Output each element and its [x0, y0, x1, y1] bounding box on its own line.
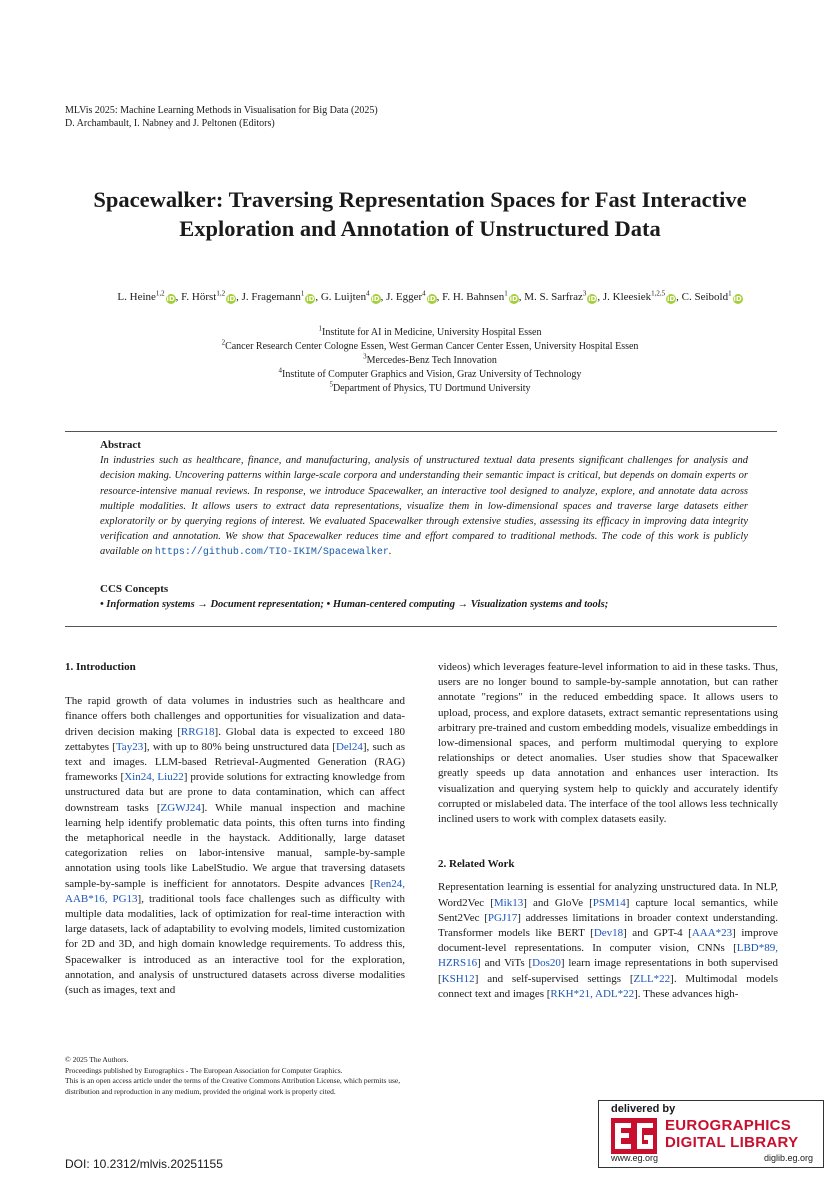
- abstract-top-rule: [65, 431, 777, 432]
- author-affiliation-mark: 4: [422, 289, 426, 298]
- author-affiliation-mark: 1: [300, 289, 305, 298]
- author-name: M. S. Sarfraz: [524, 291, 583, 303]
- eg-url[interactable]: www.eg.org: [611, 1153, 659, 1163]
- copyright-line: © 2025 The Authors.: [65, 1055, 129, 1064]
- orcid-icon[interactable]: iD: [509, 295, 518, 303]
- related-text: ] and GPT-4 [: [623, 927, 692, 940]
- affiliation-text: Mercedes-Benz Tech Innovation: [366, 355, 497, 366]
- editors-line: D. Archambault, I. Nabney and J. Peltonen (Editors): [65, 118, 275, 129]
- related-text: Representation learning is essential for analyzing unstructured data. In NLP, Word2Vec [: [438, 881, 778, 909]
- citation-link[interactable]: RRG18: [180, 725, 215, 738]
- related-text: ]. Multimodal models connect text and images [: [438, 972, 778, 1000]
- author-name: L. Heine: [117, 291, 156, 303]
- citation-link[interactable]: Dev18: [593, 927, 624, 940]
- doi-line[interactable]: DOI: 10.2312/mlvis.20251155: [65, 1157, 223, 1171]
- left-column: [65, 660, 405, 998]
- orcid-icon[interactable]: iD: [371, 295, 380, 303]
- intro-text: ] provide solutions for extracting knowledge from unstructured data but are prone to data contamination, which can affect downstream tasks [: [65, 771, 406, 814]
- citation-link[interactable]: KSH12: [441, 972, 475, 985]
- intro-text: ]. While manual inspection and machine learning help identify problematic data points, this often turns into finding the metaphorical needle in the haystack. Additionally, large dataset categorization relies on labor-intensive manual, sample-by-sample annotation using tools like LabelStudio. We argue that traversing datasets sample-by-sample is inefficient for annotators. Despite advances [: [65, 801, 405, 890]
- affiliation-text: Cancer Research Center Cologne Essen, West German Cancer Center Essen, University Hospital Essen: [225, 341, 639, 352]
- author-affiliation-mark: 4: [366, 289, 370, 298]
- affiliation-mark: 4: [278, 366, 283, 375]
- author-affiliation-mark: 1,2: [155, 289, 165, 298]
- delivered-by-label: delivered by: [611, 1103, 676, 1115]
- citation-link[interactable]: Mik13: [493, 896, 524, 909]
- ccs-items: • Information systems → Document representation; • Human-centered computing → Visualization systems and tools;: [100, 599, 609, 610]
- related-text: ] and GloVe [: [523, 896, 593, 909]
- orcid-icon[interactable]: iD: [166, 295, 175, 303]
- code-link[interactable]: https://github.com/TIO-IKIM/Spacewalker: [154, 547, 389, 559]
- related-heading: 2. Related Work: [438, 858, 515, 871]
- citation-link[interactable]: Tay23: [115, 740, 144, 753]
- related-text: ] addresses limitations in broader context understanding. Transformer models like BERT [: [438, 911, 778, 940]
- eurographics-library-logo[interactable]: [598, 1100, 824, 1168]
- intro-text: The rapid growth of data volumes in industries such as healthcare and finance offers both challenges and opportunities for visualization and data-driven decision making [: [65, 695, 405, 738]
- intro-heading: 1. Introduction: [65, 661, 136, 673]
- ccs-heading: CCS Concepts: [100, 583, 169, 595]
- intro-text: ], such as text and images. LLM-based Retrieval-Augmented Generation (RAG) frameworks [: [65, 740, 405, 784]
- abstract-bottom-rule: [65, 626, 777, 627]
- citation-link[interactable]: LBD*89, HZRS16: [438, 942, 778, 970]
- affiliation-line: [70, 354, 790, 368]
- copyright-footnote: [65, 1055, 410, 1097]
- abstract-text: In industries such as healthcare, finance, and manufacturing, analysis of unstructured textual data presents significant challenges for analysis and decision making. Uncovering patterns within large-scale corpora and understanding their semantic impact is critical, but depends on domain experts or resource-intensive manual reviews. In response, we introduce Spacewalker, an interactive tool designed to analyze, explore, and annotate data across multiple modalities. It allows users to extract data representations, visualize them in low-dimensional spaces and traverse large datasets either exploratorily or by querying regions of interest. We evaluated Spacewalker through extensive studies, assessing its efficacy in improving data integrity verification and annotation. We show that Spacewalker reduces time and effort compared to traditional methods. The code of this work is publicly available on https://github.com/TIO-IKIM/Spacewalker.: [100, 455, 748, 559]
- author-name: J. Fragemann: [241, 291, 301, 303]
- citation-link[interactable]: Del24: [335, 740, 363, 753]
- citation-link[interactable]: RKH*21, ADL*22: [550, 987, 635, 1000]
- intro-text: ]. Global data is expected to exceed 180 zettabytes [: [65, 725, 405, 753]
- eurographics-name: EUROGRAPHICS: [665, 1117, 792, 1134]
- paper-title: [40, 185, 800, 243]
- affiliation-line: [70, 382, 790, 396]
- affiliation-line: [70, 368, 790, 382]
- related-text: ]. These advances high-: [634, 987, 739, 1000]
- ccs-block: [100, 582, 760, 612]
- orcid-icon[interactable]: iD: [226, 295, 236, 303]
- author-affiliation-mark: 1: [504, 289, 508, 298]
- abstract-block: [100, 438, 748, 561]
- author-affiliation-mark: 1,2: [216, 289, 226, 298]
- citation-link[interactable]: Xin24, Liu22: [124, 771, 184, 784]
- affiliation-text: Institute for AI in Medicine, University Hospital Essen: [322, 327, 542, 338]
- intro-text: ], traditional tools face challenges such as difficulty with multiple data modalities, lack of optimization for real-time interaction with large datasets, lack of adaptability to evolving models, limited customization for 2D and 3D, and high domain knowledge requirements. To address this, Spacewalker is introduced as an interactive tool for the exploration, annotation, and analysis of unstructured datasets across diverse modalities (such as images, text and: [65, 892, 405, 997]
- author-name: F. H. Bahnsen: [442, 291, 505, 303]
- abstract-heading: Abstract: [100, 439, 141, 451]
- related-text: ] and ViTs [: [477, 957, 533, 970]
- license-line: This is an open access article under the terms of the Creative Commons Attribution License, which permits use, distribution and reproduction in any medium, provided the original work is properly cited.: [65, 1076, 401, 1096]
- intro-continued: videos) which leverages feature-level information to aid in these tasks. Thus, users are no longer bound to sample-by-sample annotation, but can rather annotate "regions" in the reduced embedding space. It allows users to upload, process, and explore datasets, extract semantic representations using arbitrary pre-trained and custom embedding models, visualize embeddings in low-dimensional spaces, and perform multimodal querying to explore relationships or detect anomalies. User studies show that Spacewalker greatly speeds up data annotation and enhances user interaction. Its visualization and querying system help to quickly and accurately identify corrupted or mislabeled data. The interface of the tool allows less technically inclined users to work with complex datasets easily.: [438, 661, 778, 826]
- related-text: ] capture local semantics, while Sent2Vec [: [438, 896, 778, 924]
- author-name: G. Luijten: [320, 291, 367, 303]
- title-line-2: Exploration and Annotation of Unstructured Data: [179, 216, 661, 241]
- author-affiliation-mark: 1: [728, 289, 732, 298]
- affiliation-mark: 5: [329, 380, 333, 389]
- citation-link[interactable]: ZLL*22: [633, 972, 671, 985]
- author-name: J. Kleesiek: [602, 291, 652, 303]
- affiliation-mark: 2: [221, 338, 226, 347]
- abstract-body: In industries such as healthcare, finance, and manufacturing, analysis of unstructured textual data presents significant challenges for analysis and decision making. Uncovering patterns within large-scale corpora and understanding their semantic impact is critical, but depends on domain experts or resource-intensive manual reviews. In response, we introduce Spacewalker, an interactive tool designed to analyze, explore, and annotate data across multiple modalities. It allows users to extract data representations, visualize them in low-dimensional spaces and traverse large datasets either exploratorily or by querying regions of interest. We evaluated Spacewalker through extensive studies, assessing its efficacy in improving data integrity verification and annotation. We show that Spacewalker reduces time and effort compared to traditional methods. The code of this work is publicly available on: [100, 455, 748, 558]
- eg-mark-icon: [611, 1118, 657, 1154]
- digital-library-name: DIGITAL LIBRARY: [665, 1134, 799, 1151]
- affiliation-text: Institute of Computer Graphics and Vision, Graz University of Technology: [282, 369, 582, 380]
- related-text: ] improve document-level representations. In computer vision, CNNs [: [438, 927, 778, 955]
- citation-link[interactable]: AAA*23: [691, 927, 733, 940]
- orcid-icon[interactable]: iD: [733, 295, 742, 303]
- citation-link[interactable]: PSM14: [592, 896, 626, 909]
- author-name: C. Seibold: [681, 291, 729, 303]
- author-list: L. Heine$^{1,2}$iD, F. Hörst$^{1,2}$iD, J. Fragemann$^1$iD, G. Luijten$^4$iD, J. Egger$^4$iD, F. H. Bahnsen$^1$iD, M. S. Sarfraz$^3$iD, J. Kleesiek$^{1,2,5}$iD, C. Seibold$^1$iD: [117, 289, 742, 303]
- affiliation-mark: 1: [318, 324, 323, 333]
- orcid-icon[interactable]: iD: [427, 295, 436, 303]
- related-text: ] learn image representations in both supervised [: [438, 957, 778, 985]
- related-paragraph: [438, 880, 778, 1002]
- intro-paragraph: [65, 694, 405, 998]
- author-name: J. Egger: [386, 291, 423, 303]
- orcid-icon[interactable]: iD: [306, 295, 315, 303]
- author-name: F. Hörst: [181, 291, 217, 303]
- orcid-icon[interactable]: iD: [588, 295, 597, 303]
- right-column: [438, 660, 778, 1002]
- orcid-icon[interactable]: iD: [667, 295, 676, 303]
- citation-link[interactable]: ZGWJ24: [160, 801, 201, 814]
- publisher-line: Proceedings published by Eurographics - The European Association for Computer Graphics.: [65, 1065, 343, 1075]
- citation-link[interactable]: Ren24, AAB*16, PG13: [65, 877, 405, 905]
- conference-line: MLVis 2025: Machine Learning Methods in Visualisation for Big Data (2025): [65, 105, 378, 116]
- affiliation-list: [70, 326, 790, 396]
- author-affiliation-mark: 1,2,5: [651, 289, 666, 298]
- affiliation-line: [70, 326, 790, 340]
- related-text: ] and self-supervised settings [: [474, 972, 634, 985]
- citation-link[interactable]: Dos20: [532, 957, 561, 970]
- intro-text: ], with up to 80% being unstructured data [: [143, 740, 336, 753]
- citation-link[interactable]: PGJ17: [487, 911, 518, 924]
- affiliation-text: Department of Physics, TU Dortmund University: [332, 383, 531, 394]
- title-line-1: Spacewalker: Traversing Representation Spaces for Fast Interactive: [93, 187, 747, 212]
- affiliation-mark: 3: [363, 352, 367, 361]
- author-affiliation-mark: 3: [582, 289, 587, 298]
- affiliation-line: [70, 340, 790, 354]
- diglib-url[interactable]: diglib.eg.org: [763, 1153, 813, 1163]
